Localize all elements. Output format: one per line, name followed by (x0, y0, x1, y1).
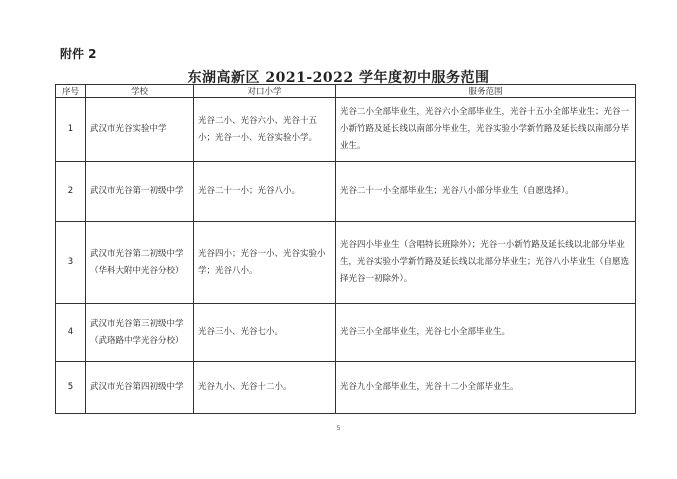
row-school: 武汉市光谷第二初级中学（华科大附中光谷分校） (86, 222, 194, 304)
row-scope: 光谷二十一小全部毕业生；光谷八小部分毕业生（自愿选择）。 (336, 162, 636, 222)
row-primary: 光谷三小、光谷七小。 (194, 304, 336, 362)
service-scope-table (55, 84, 636, 414)
document-title: 东湖高新区 2021-2022 学年度初中服务范围 (187, 70, 490, 86)
table-row (56, 304, 636, 362)
row-scope: 光谷三小全部毕业生，光谷七小全部毕业生。 (336, 304, 636, 362)
row-school: 武汉市光谷第一初级中学 (86, 162, 194, 222)
row-no: 2 (56, 162, 86, 222)
row-no: 5 (56, 362, 86, 414)
row-school: 武汉市光谷第四初级中学 (86, 362, 194, 414)
header-no: 序号 (56, 85, 86, 98)
row-school: 武汉市光谷第三初级中学（武珞路中学光谷分校） (86, 304, 194, 362)
table-row (56, 362, 636, 414)
row-no: 1 (56, 98, 86, 162)
row-primary: 光谷四小；光谷一小、光谷实验小学；光谷八小。 (194, 222, 336, 304)
row-no: 3 (56, 222, 86, 304)
table-row (56, 98, 636, 162)
row-primary: 光谷九小、光谷十二小。 (194, 362, 336, 414)
page-number: 5 (336, 425, 341, 432)
header-primary: 对口小学 (194, 85, 336, 98)
row-scope: 光谷四小毕业生（含唱特长班除外）；光谷一小新竹路及延长线以北部分毕业生，光谷实验小学新竹路及延长线以北部分毕业生；光谷八小毕业生（自愿选择光谷一初除外）。 (336, 222, 636, 304)
table-row (56, 222, 636, 304)
row-primary: 光谷二小、光谷六小、光谷十五小；光谷一小、光谷实验小学。 (194, 98, 336, 162)
header-scope: 服务范围 (336, 85, 636, 98)
table-header-row (56, 85, 636, 98)
header-school: 学校 (86, 85, 194, 98)
attachment-label: 附件 2 (60, 47, 97, 61)
table-row (56, 162, 636, 222)
row-scope: 光谷九小全部毕业生，光谷十二小全部毕业生。 (336, 362, 636, 414)
row-no: 4 (56, 304, 86, 362)
row-school: 武汉市光谷实验中学 (86, 98, 194, 162)
row-primary: 光谷二十一小；光谷八小。 (194, 162, 336, 222)
row-scope: 光谷二小全部毕业生，光谷六小全部毕业生，光谷十五小全部毕业生；光谷一小新竹路及延长线以南部分毕业生，光谷实验小学新竹路及延长线以南部分毕业生。 (336, 98, 636, 162)
